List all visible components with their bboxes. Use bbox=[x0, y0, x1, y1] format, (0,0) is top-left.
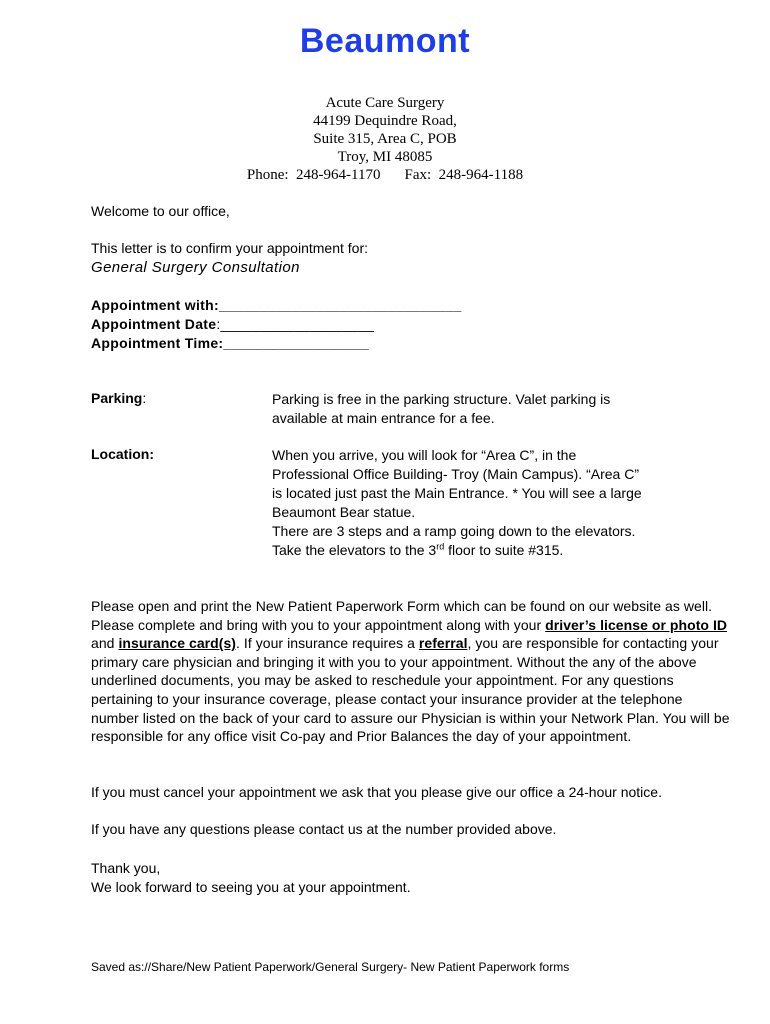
referral-text: referral bbox=[418, 635, 468, 652]
questions-paragraph: If you have any questions please contact us at the number provided above. bbox=[91, 821, 557, 837]
beaumont-logo: Beaumont bbox=[299, 22, 471, 60]
insurance-card-text: insurance card(s) bbox=[118, 635, 237, 652]
appointment-date-field: Appointment Date:___________________ bbox=[91, 316, 375, 332]
phone-number: Phone: 248-964-1170 bbox=[246, 167, 381, 183]
appointment-time-field: Appointment Time:__________________ bbox=[91, 335, 369, 351]
parking-text: Parking is free in the parking structure. Valet parking is available at main entrance for a fee. bbox=[272, 391, 611, 426]
address-line: Troy, MI 48085 bbox=[337, 149, 433, 165]
address-line: Suite 315, Area C, POB bbox=[313, 131, 457, 147]
paperwork-paragraph: Please open and print the New Patient Paperwork Form which can be found on our website as well. Please complete and bring with you to your appointment along with your driver’s license or photo ID and insurance card(s). If your insurance requires a referral, you are responsible for contacting your primary care physician and bringing it with you to your appointment. Without the any of the above underlined documents, you may be asked to reschedule your appointment. For any questions pertaining to your insurance coverage, please contact your insurance provider at the telephone number listed on the back of your card to assure our Physician is within your Network Plan. You will be responsible for any office visit Co-pay and Prior Balances the day of your appointment. bbox=[91, 598, 730, 745]
address-line: Acute Care Surgery bbox=[325, 95, 445, 111]
address-line: 44199 Dequindre Road, bbox=[313, 113, 457, 129]
drivers-license-text: driver’s license or photo ID bbox=[545, 616, 728, 633]
location-text: When you arrive, you will look for “Area C”, in the Professional Office Building- Troy (Main Campus). “Area C” is located just past the Main Entrance. * You will see a large Beaumont Bear statue. There are 3 steps and a ramp going down to the elevators. Take the elevators to the 3rd floor to suite #315. bbox=[272, 447, 642, 558]
closing: Thank you, We look forward to seeing you at your appointment. bbox=[91, 860, 411, 895]
location-label: Location: bbox=[91, 446, 154, 462]
address-block bbox=[0, 94, 770, 184]
cancel-paragraph: If you must cancel your appointment we ask that you please give our office a 24-hour notice. bbox=[91, 784, 662, 800]
contact-line bbox=[0, 166, 770, 184]
saved-as-footer: Saved as://Share/New Patient Paperwork/General Surgery- New Patient Paperwork forms bbox=[91, 960, 570, 974]
greeting: Welcome to our office, bbox=[91, 203, 230, 219]
appointment-fields bbox=[91, 296, 462, 353]
fax-number: Fax: 248-964-1188 bbox=[404, 167, 524, 183]
parking-label: Parking: bbox=[91, 390, 147, 406]
confirm-line: This letter is to confirm your appointment for: bbox=[91, 240, 368, 256]
appointment-with-field: Appointment with:______________________________ bbox=[91, 297, 462, 313]
appointment-type: General Surgery Consultation bbox=[91, 259, 300, 276]
